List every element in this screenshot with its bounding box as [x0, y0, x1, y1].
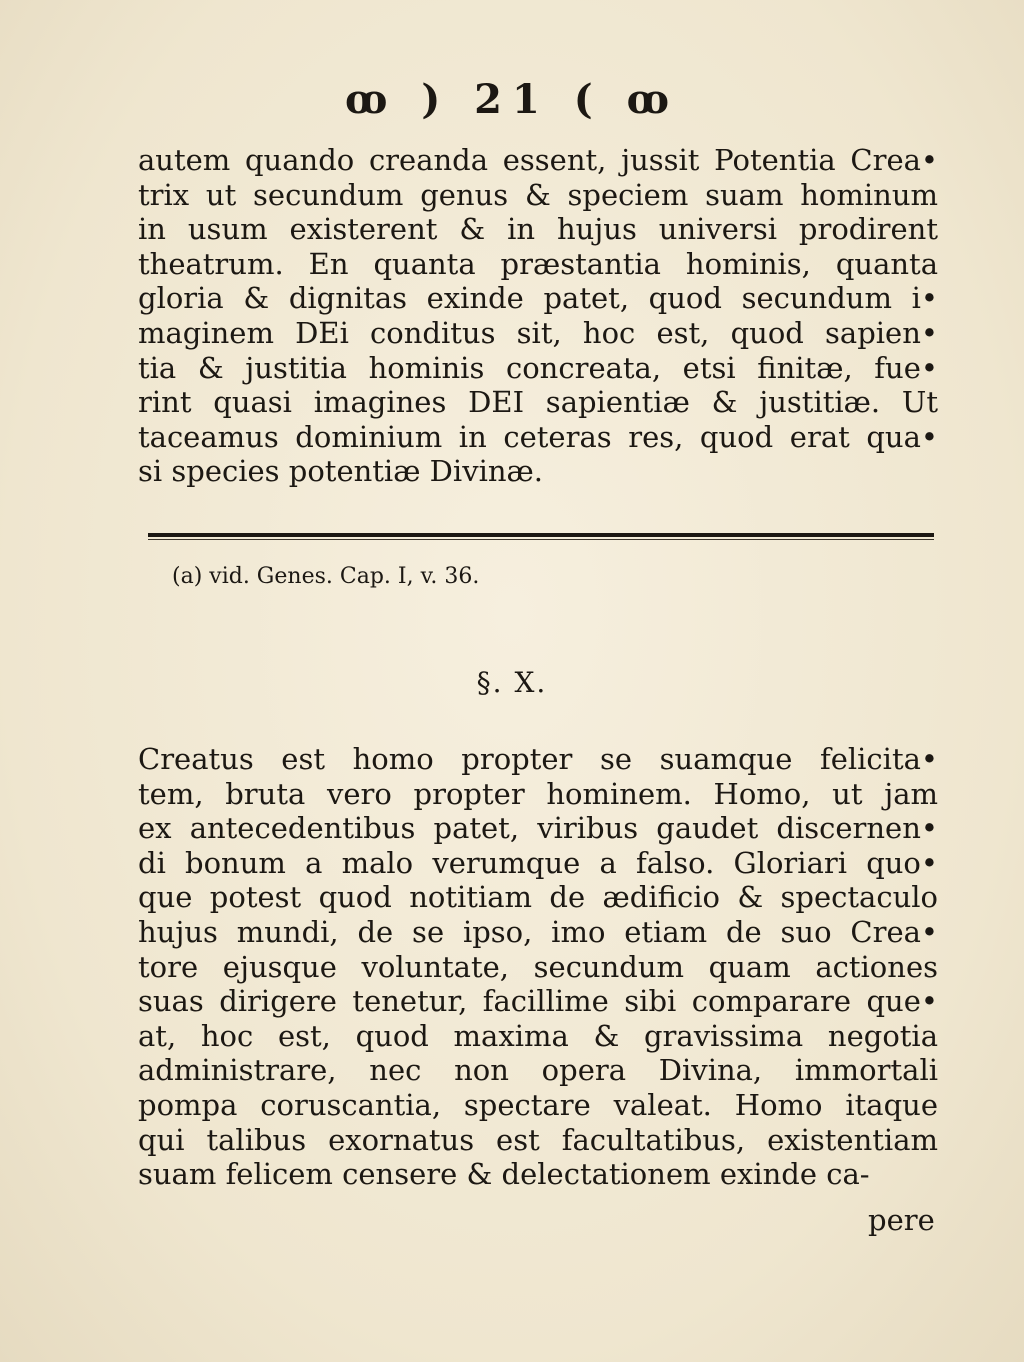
text-line: trix ut secundum genus & speciem suam hominum	[138, 177, 938, 212]
footnote-divider	[148, 533, 934, 537]
text-line: at, hoc est, quod maxima & gravissima negotia	[138, 1018, 938, 1053]
page-header: ꝏ ) 21 ( ꝏ	[344, 76, 680, 123]
text-line: theatrum. En quanta præstantia hominis, quanta	[138, 246, 938, 281]
footnote: (a) vid. Genes. Cap. I, v. 36.	[172, 564, 480, 589]
footnote-divider-thin	[148, 539, 934, 540]
section-title: §. X.	[476, 666, 548, 699]
text-line: tia & justitia hominis concreata, etsi finitæ, fue•	[138, 350, 938, 385]
text-line: maginem DEi conditus sit, hoc est, quod sapien•	[138, 315, 938, 350]
text-line: gloria & dignitas exinde patet, quod secundum i•	[138, 281, 938, 316]
paragraph-2	[138, 742, 938, 1192]
text-line: qui talibus exornatus est facultatibus, existentiam	[138, 1122, 938, 1157]
text-line: autem quando creanda essent, jussit Potentia Crea•	[138, 143, 938, 177]
text-line: tem, bruta vero propter hominem. Homo, ut jam	[138, 776, 938, 811]
paragraph-1	[138, 143, 938, 489]
text-line: suam felicem censere & delectationem exinde ca-	[138, 1157, 870, 1192]
text-line: suas dirigere tenetur, facillime sibi comparare que•	[138, 984, 938, 1019]
catchword: pere	[868, 1203, 935, 1237]
text-line: di bonum a malo verumque a falso. Gloriari quo•	[138, 845, 938, 880]
text-line: hujus mundi, de se ipso, imo etiam de suo Crea•	[138, 914, 938, 949]
text-line: que potest quod notitiam de ædificio & spectaculo	[138, 880, 938, 915]
text-line: rint quasi imagines DEI sapientiæ & justitiæ. Ut	[138, 385, 938, 420]
text-line: si species potentiæ Divinæ.	[138, 454, 544, 489]
text-line: Creatus est homo propter se suamque felicita•	[138, 742, 938, 776]
text-line: pompa coruscantia, spectare valeat. Homo itaque	[138, 1087, 938, 1122]
text-line: ex antecedentibus patet, viribus gaudet discernen•	[138, 811, 938, 846]
text-line: taceamus dominium in ceteras res, quod erat qua•	[138, 419, 938, 454]
text-line: in usum existerent & in hujus universi prodirent	[138, 212, 938, 247]
text-line: tore ejusque voluntate, secundum quam actiones	[138, 949, 938, 984]
text-line: administrare, nec non opera Divina, immortali	[138, 1053, 938, 1088]
